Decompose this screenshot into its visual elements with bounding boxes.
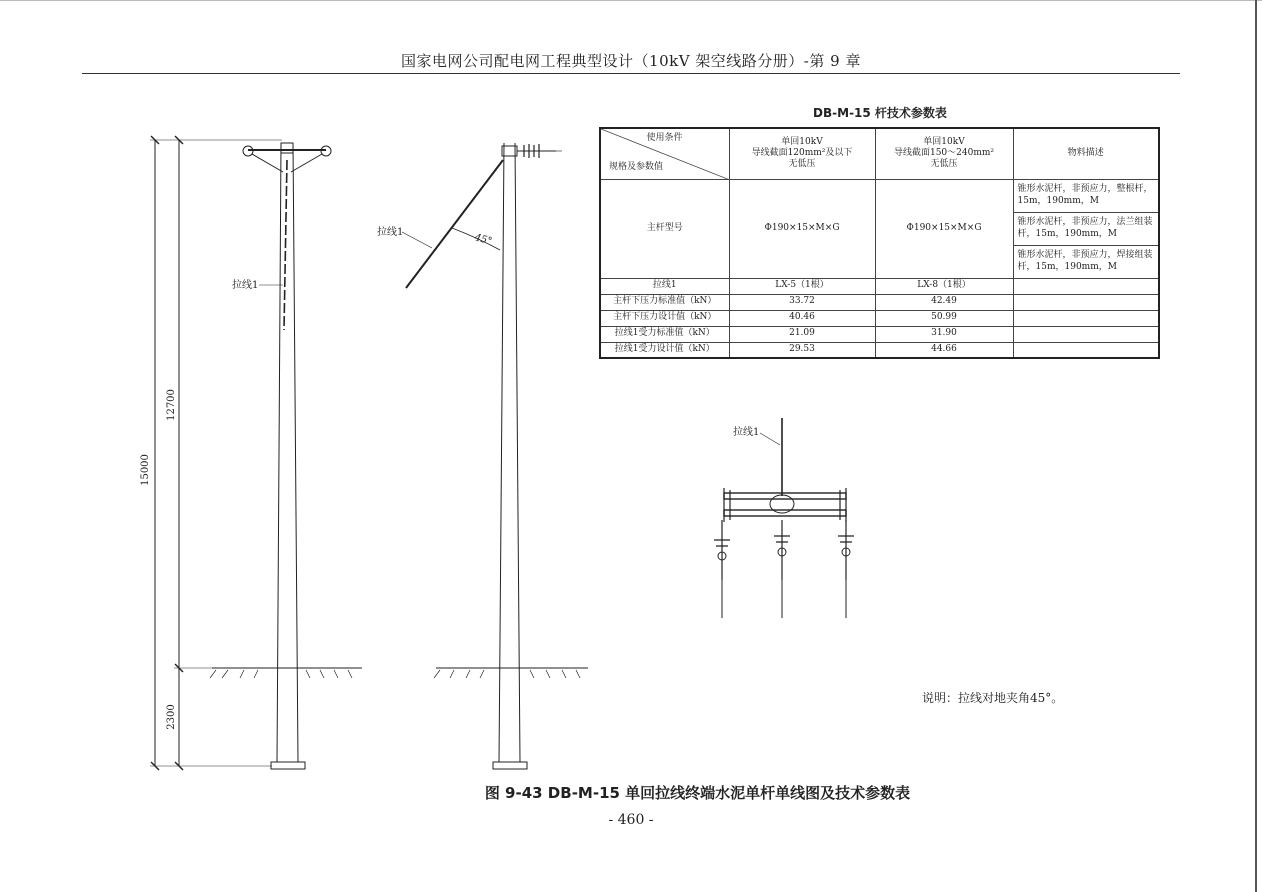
dimension-lines xyxy=(150,136,282,770)
page-header: 国家电网公司配电网工程典型设计（10kV 架空线路分册）-第 9 章 xyxy=(401,52,861,70)
explanatory-note: 说明：拉线对地夹角45°。 xyxy=(922,691,1064,705)
page-number: - 460 - xyxy=(608,812,654,828)
dim-above-label: 12700 xyxy=(166,389,177,421)
side-guy-label: 拉线1 xyxy=(377,227,404,238)
table-row: 拉线1 LX-5（1根） LX-8（1根） xyxy=(600,278,1159,294)
dim-below-label: 2300 xyxy=(166,704,177,730)
parameter-table xyxy=(599,127,1160,359)
main-pole-label: 主杆型号 xyxy=(600,179,729,278)
figure-caption: 图 9-43 DB-M-15 单回拉线终端水泥单杆单线图及技术参数表 xyxy=(484,784,911,802)
header-col2: 单回10kV 导线截面150～240mm² 无低压 xyxy=(875,128,1013,179)
table-row: 拉线1受力设计值（kN） 29.53 44.66 xyxy=(600,342,1159,358)
table-row: 主杆下压力设计值（kN） 40.46 50.99 xyxy=(600,310,1159,326)
table-title: DB-M-15 杆技术参数表 xyxy=(813,106,947,120)
header-col1: 单回10kV 导线截面120mm²及以下 无低压 xyxy=(729,128,875,179)
table-header-row xyxy=(600,128,1159,179)
main-pole-value-2: Φ190×15×M×G xyxy=(875,179,1013,278)
material-3: 锥形水泥杆，非预应力，焊接组装杆，15m，190mm，M xyxy=(1013,245,1159,278)
material-2: 锥形水泥杆，非预应力，法兰组装杆，15m，190mm，M xyxy=(1013,212,1159,245)
table-row: 主杆下压力标准值（kN） 33.72 42.49 xyxy=(600,294,1159,310)
crossarm-top-view xyxy=(714,418,854,618)
header-col3: 物料描述 xyxy=(1013,128,1159,179)
table-row-main-pole xyxy=(600,179,1159,212)
corner-cell xyxy=(600,128,729,179)
table-row: 拉线1受力标准值（kN） 21.09 31.90 xyxy=(600,326,1159,342)
dim-total-label: 15000 xyxy=(140,454,151,486)
corner-bottom-label: 规格及参数值 xyxy=(609,162,664,173)
front-guy-label: 拉线1 xyxy=(232,280,259,291)
front-pole xyxy=(210,143,362,769)
corner-top-label: 使用条件 xyxy=(646,133,683,143)
material-1: 锥形水泥杆，非预应力，整根杆，15m，190mm，M xyxy=(1013,179,1159,212)
side-pole xyxy=(402,143,588,769)
angle-label: 45° xyxy=(473,232,494,248)
top-guy-label: 拉线1 xyxy=(733,427,760,438)
main-pole-value-1: Φ190×15×M×G xyxy=(729,179,875,278)
